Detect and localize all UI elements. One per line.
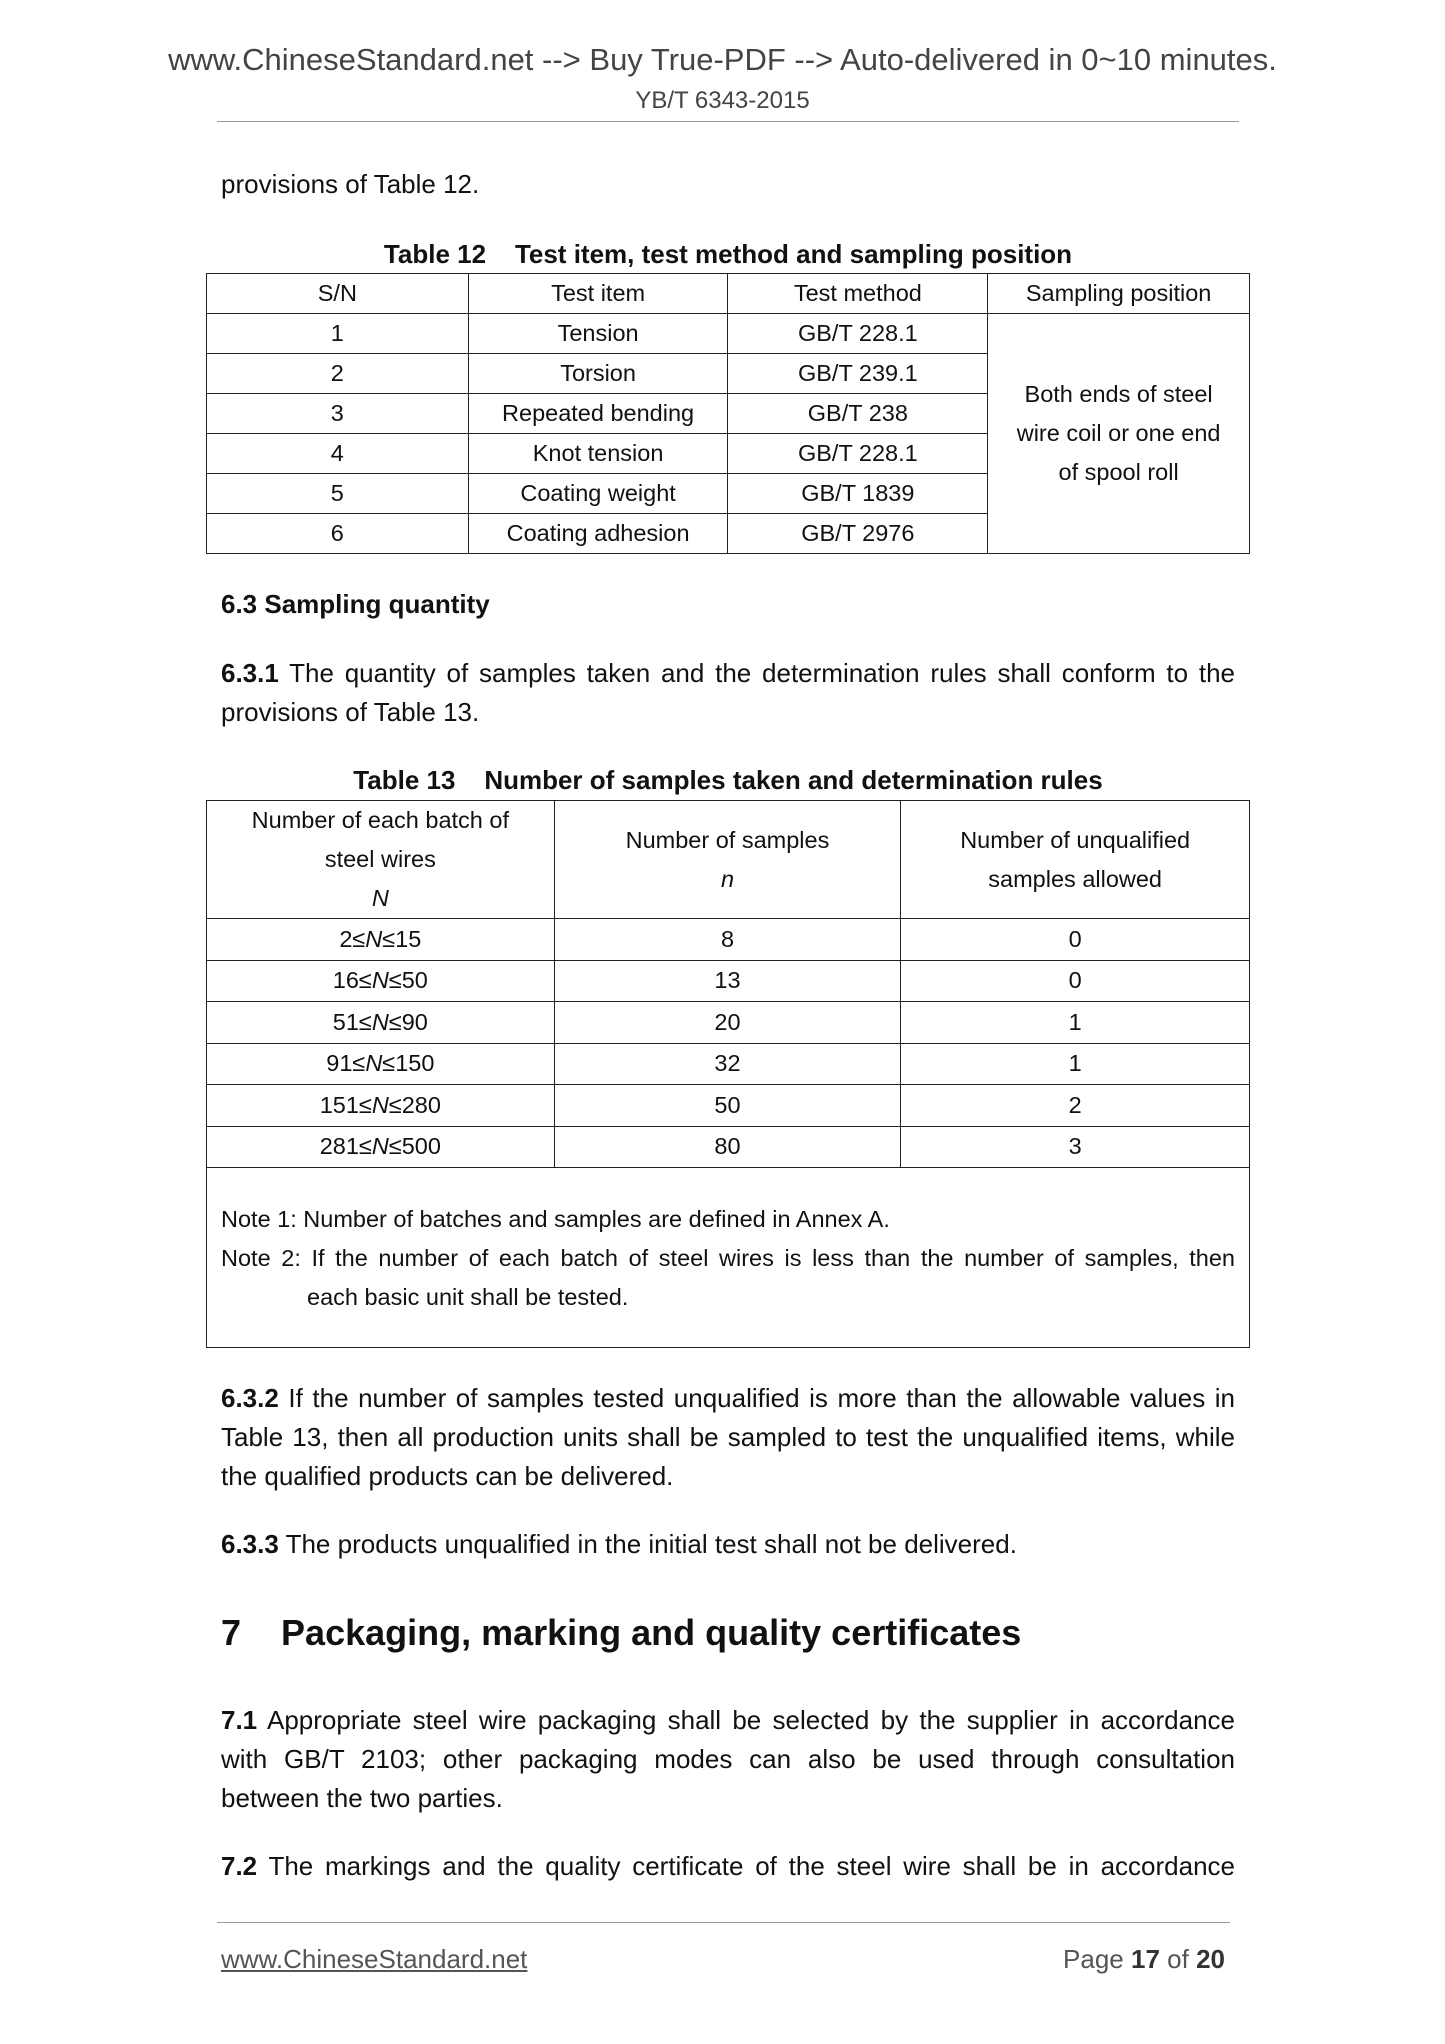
cell-range: 151≤N≤280	[207, 1085, 555, 1127]
footer-link[interactable]: www.ChineseStandard.net	[221, 1944, 528, 1974]
th-test-method: Test method	[728, 274, 988, 314]
cell-item: Coating adhesion	[468, 514, 728, 554]
clause-number: 6.3.2	[221, 1383, 279, 1413]
note-2: Note 2: If the number of each batch of steel wires is less than the number of samples, then	[221, 1245, 1235, 1271]
th-unqualified-allowed	[901, 801, 1250, 919]
cell-samples: 20	[554, 1002, 901, 1044]
cell-allowed: 1	[901, 1002, 1250, 1044]
note-2-cont: each basic unit shall be tested.	[307, 1284, 629, 1310]
cell-samples: 8	[554, 919, 901, 961]
cell-sn: 3	[207, 394, 469, 434]
table-row	[207, 1043, 1250, 1085]
header-line: Number of unqualified	[960, 826, 1191, 853]
section-6-3-3	[221, 1525, 1235, 1564]
clause-text: The products unqualified in the initial test shall not be delivered.	[285, 1529, 1017, 1559]
section-7-1	[221, 1701, 1235, 1818]
table13-caption: Table 13 Number of samples taken and determination rules	[353, 765, 1103, 795]
section-7-2	[221, 1847, 1235, 1886]
cell-method: GB/T 228.1	[728, 314, 988, 354]
cell-item: Torsion	[468, 354, 728, 394]
section-6-3-title: 6.3 Sampling quantity	[221, 589, 490, 619]
header-line: n	[720, 865, 735, 892]
clause-text: Appropriate steel wire packaging shall be selected by the supplier in accordance with GB/T 2103; other packaging modes can also be used through consultation between the two parties.	[221, 1705, 1236, 1813]
table-row	[207, 1002, 1250, 1044]
cell-samples: 32	[554, 1043, 901, 1085]
clause-number: 7.2	[221, 1851, 258, 1881]
doc-code: YB/T 6343-2015	[635, 87, 810, 114]
header-rule	[217, 121, 1239, 122]
th-sampling-position: Sampling position	[988, 274, 1250, 314]
page-number: 17	[1131, 1944, 1160, 1974]
th-sample-count	[554, 801, 901, 919]
footer-rule	[217, 1922, 1230, 1923]
cell-range: 16≤N≤50	[207, 960, 555, 1002]
cell-sn: 4	[207, 434, 469, 474]
cell-range: 281≤N≤500	[207, 1126, 555, 1168]
cell-method: GB/T 239.1	[728, 354, 988, 394]
cell-item: Tension	[468, 314, 728, 354]
sampling-line: Both ends of steel	[1024, 381, 1213, 407]
page-label: Page	[1063, 1944, 1124, 1974]
intro-text: provisions of Table 12.	[221, 169, 480, 199]
clause-text: If the number of samples tested unqualified is more than the allowable values in Table 13, then all production units shall be sampled to test the unqualified items, while the qualified products can be delivered.	[221, 1383, 1235, 1491]
cell-samples: 13	[554, 960, 901, 1002]
cell-method: GB/T 1839	[728, 474, 988, 514]
section-6-3-2	[221, 1379, 1235, 1496]
page-of: of	[1167, 1944, 1189, 1974]
cell-range: 51≤N≤90	[207, 1002, 555, 1044]
header-line: N	[371, 885, 389, 911]
cell-range: 91≤N≤150	[207, 1043, 555, 1085]
cell-item: Knot tension	[468, 434, 728, 474]
cell-sampling-position	[988, 314, 1250, 554]
cell-method: GB/T 2976	[728, 514, 988, 554]
th-batch-size	[207, 801, 555, 919]
header-line: samples allowed	[988, 865, 1163, 892]
section-6-3-1	[221, 654, 1235, 732]
cell-method: GB/T 228.1	[728, 434, 988, 474]
cell-sn: 2	[207, 354, 469, 394]
header-line: Number of samples	[625, 826, 830, 853]
cell-allowed: 0	[901, 919, 1250, 961]
sampling-line: wire coil or one end	[1016, 420, 1221, 446]
cell-range: 2≤N≤15	[207, 919, 555, 961]
table12-caption: Table 12 Test item, test method and sampling position	[383, 239, 1073, 269]
cell-item: Repeated bending	[468, 394, 728, 434]
cell-samples: 50	[554, 1085, 901, 1127]
cell-allowed: 1	[901, 1043, 1250, 1085]
cell-allowed: 2	[901, 1085, 1250, 1127]
note-1: Note 1: Number of batches and samples are defined in Annex A.	[221, 1206, 890, 1232]
clause-number: 6.3.3	[221, 1529, 279, 1559]
table-row	[207, 1085, 1250, 1127]
table-row	[207, 1126, 1250, 1168]
clause-number: 7.1	[221, 1705, 258, 1735]
clause-number: 6.3.1	[221, 658, 279, 688]
table-row	[207, 314, 1250, 354]
cell-allowed: 3	[901, 1126, 1250, 1168]
section-7-heading: 7 Packaging, marking and quality certificates	[221, 1612, 1022, 1653]
sampling-line: of spool roll	[1058, 459, 1179, 485]
clause-text: The markings and the quality certificate of the steel wire shall be in accordance	[268, 1851, 1235, 1881]
cell-sn: 1	[207, 314, 469, 354]
cell-samples: 80	[554, 1126, 901, 1168]
table-row	[207, 960, 1250, 1002]
header-banner[interactable]: www.ChineseStandard.net --> Buy True-PDF --> Auto-delivered in 0~10 minutes.	[168, 42, 1277, 77]
cell-sn: 5	[207, 474, 469, 514]
cell-allowed: 0	[901, 960, 1250, 1002]
header-line: steel wires	[324, 846, 436, 872]
cell-method: GB/T 238	[728, 394, 988, 434]
page-total: 20	[1196, 1944, 1225, 1974]
header-line: Number of each batch of	[251, 807, 509, 833]
cell-sn: 6	[207, 514, 469, 554]
cell-item: Coating weight	[468, 474, 728, 514]
table-row	[207, 919, 1250, 961]
page-indicator	[1063, 1942, 1225, 1976]
clause-text: The quantity of samples taken and the determination rules shall conform to the provisions of Table 13.	[221, 658, 1235, 727]
th-sn: S/N	[207, 274, 469, 314]
th-test-item: Test item	[468, 274, 728, 314]
table12	[206, 273, 1250, 554]
